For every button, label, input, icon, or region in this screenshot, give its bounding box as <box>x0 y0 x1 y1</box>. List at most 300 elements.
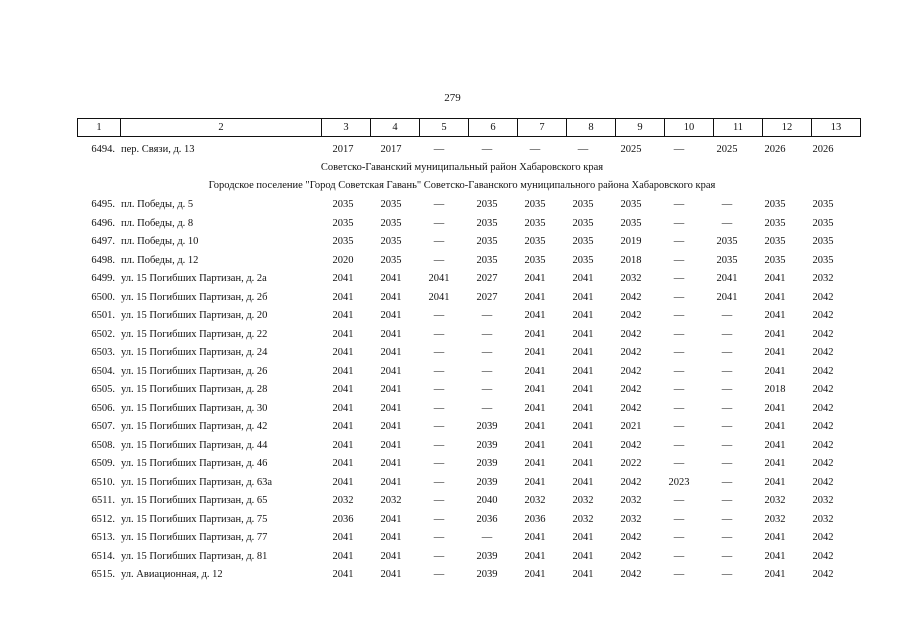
row-value-col-3: 2041 <box>332 347 354 359</box>
row-value-col-12: 2035 <box>764 199 786 211</box>
section-title-settlement: Городское поселение "Город Советская Гавань" Советско-Гаванского муниципального района Хабаровского края <box>208 180 716 191</box>
row-value-col-9: 2042 <box>620 569 642 581</box>
row-value-col-11: 2035 <box>716 236 738 248</box>
row-address: ул. 15 Погибших Партизан, д. 77 <box>121 532 268 544</box>
row-value-col-7: — <box>529 143 541 155</box>
row-value-col-13: 2042 <box>812 458 834 470</box>
row-value-col-11: 2025 <box>716 143 738 155</box>
row-value-col-5: — <box>433 217 445 229</box>
row-value-col-13: 2032 <box>812 513 834 525</box>
row-number: 6494. <box>91 143 115 155</box>
row-address: ул. 15 Погибших Партизан, д. 30 <box>121 402 268 414</box>
table-row <box>77 529 847 548</box>
row-value-col-7: 2041 <box>524 569 546 581</box>
row-value-col-3: 2036 <box>332 513 354 525</box>
row-value-col-8: 2035 <box>572 199 594 211</box>
row-number: 6505. <box>91 384 115 396</box>
row-value-col-12: 2032 <box>764 495 786 507</box>
row-value-col-6: 2039 <box>476 569 498 581</box>
row-value-col-8: 2032 <box>572 495 594 507</box>
row-value-col-13: 2042 <box>812 291 834 303</box>
row-value-col-3: 2041 <box>332 365 354 377</box>
row-value-col-4: 2041 <box>380 347 402 359</box>
header-cell-11: 11 <box>714 119 763 137</box>
row-address: ул. 15 Погибших Партизан, д. 44 <box>121 439 268 451</box>
row-value-col-3: 2041 <box>332 421 354 433</box>
row-value-col-10: — <box>673 495 685 507</box>
row-number: 6496. <box>91 217 115 229</box>
row-value-col-7: 2041 <box>524 532 546 544</box>
row-value-col-12: 2041 <box>764 402 786 414</box>
row-value-col-5: — <box>433 254 445 266</box>
row-value-col-13: 2042 <box>812 550 834 562</box>
header-cell-9: 9 <box>616 119 665 137</box>
table-row <box>77 492 847 511</box>
header-cell-2: 2 <box>121 119 322 137</box>
table-row <box>77 399 847 418</box>
row-number: 6507. <box>91 421 115 433</box>
table-row <box>77 455 847 474</box>
row-number: 6500. <box>91 291 115 303</box>
row-value-col-4: 2041 <box>380 476 402 488</box>
row-value-col-4: 2041 <box>380 291 402 303</box>
column-number-header <box>77 118 861 137</box>
row-value-col-9: 2042 <box>620 347 642 359</box>
row-value-col-10: — <box>673 236 685 248</box>
row-number: 6498. <box>91 254 115 266</box>
row-value-col-5: 2041 <box>428 273 450 285</box>
row-value-col-13: 2026 <box>812 143 834 155</box>
row-value-col-11: — <box>721 310 733 322</box>
row-value-col-7: 2041 <box>524 310 546 322</box>
row-value-col-3: 2041 <box>332 384 354 396</box>
row-value-col-8: 2041 <box>572 384 594 396</box>
row-value-col-5: — <box>433 402 445 414</box>
row-value-col-11: — <box>721 550 733 562</box>
row-number: 6509. <box>91 458 115 470</box>
row-value-col-10: — <box>673 217 685 229</box>
row-value-col-8: 2041 <box>572 476 594 488</box>
row-value-col-10: — <box>673 550 685 562</box>
header-cell-12: 12 <box>763 119 812 137</box>
row-value-col-13: 2042 <box>812 310 834 322</box>
row-value-col-11: — <box>721 365 733 377</box>
row-address: ул. 15 Погибших Партизан, д. 65 <box>121 495 268 507</box>
header-cell-3: 3 <box>322 119 371 137</box>
row-value-col-3: 2041 <box>332 439 354 451</box>
row-value-col-4: 2041 <box>380 310 402 322</box>
row-value-col-10: — <box>673 347 685 359</box>
row-value-col-12: 2041 <box>764 569 786 581</box>
row-address: ул. 15 Погибших Партизан, д. 63а <box>121 476 273 488</box>
row-value-col-6: 2039 <box>476 439 498 451</box>
row-value-col-7: 2041 <box>524 365 546 377</box>
row-value-col-5: — <box>433 384 445 396</box>
row-number: 6510. <box>91 476 115 488</box>
row-value-col-12: 2041 <box>764 439 786 451</box>
row-address: пл. Победы, д. 5 <box>121 199 194 211</box>
row-value-col-9: 2035 <box>620 217 642 229</box>
row-value-col-6: — <box>481 347 493 359</box>
row-address: ул. 15 Погибших Партизан, д. 20 <box>121 310 268 322</box>
row-value-col-11: — <box>721 402 733 414</box>
row-value-col-3: 2041 <box>332 569 354 581</box>
row-value-col-8: 2041 <box>572 365 594 377</box>
header-cell-13: 13 <box>812 119 861 137</box>
row-value-col-3: 2041 <box>332 550 354 562</box>
row-value-col-6: — <box>481 365 493 377</box>
row-value-col-13: 2042 <box>812 532 834 544</box>
table-row <box>77 270 847 289</box>
row-value-col-7: 2041 <box>524 421 546 433</box>
row-value-col-3: 2035 <box>332 217 354 229</box>
row-value-col-8: — <box>577 143 589 155</box>
row-value-col-5: — <box>433 199 445 211</box>
row-value-col-3: 2041 <box>332 273 354 285</box>
row-value-col-10: — <box>673 291 685 303</box>
row-value-col-8: 2041 <box>572 458 594 470</box>
row-value-col-3: 2041 <box>332 291 354 303</box>
row-address: ул. 15 Погибших Партизан, д. 2б <box>121 291 268 303</box>
row-value-col-8: 2041 <box>572 310 594 322</box>
row-value-col-10: — <box>673 569 685 581</box>
row-value-col-7: 2035 <box>524 199 546 211</box>
row-value-col-10: — <box>673 384 685 396</box>
row-value-col-13: 2042 <box>812 384 834 396</box>
row-value-col-12: 2041 <box>764 458 786 470</box>
row-value-col-11: — <box>721 421 733 433</box>
row-value-col-13: 2042 <box>812 328 834 340</box>
row-value-col-10: 2023 <box>668 476 690 488</box>
row-value-col-12: 2041 <box>764 365 786 377</box>
row-value-col-12: 2041 <box>764 532 786 544</box>
row-value-col-5: — <box>433 143 445 155</box>
row-value-col-9: 2032 <box>620 513 642 525</box>
row-value-col-12: 2032 <box>764 513 786 525</box>
row-value-col-9: 2035 <box>620 199 642 211</box>
row-address: пл. Победы, д. 12 <box>121 254 199 266</box>
row-value-col-7: 2041 <box>524 291 546 303</box>
row-value-col-5: — <box>433 513 445 525</box>
row-number: 6512. <box>91 513 115 525</box>
row-number: 6513. <box>91 532 115 544</box>
row-value-col-11: — <box>721 458 733 470</box>
row-value-col-7: 2041 <box>524 458 546 470</box>
row-number: 6506. <box>91 402 115 414</box>
row-value-col-6: 2040 <box>476 495 498 507</box>
row-value-col-3: 2041 <box>332 458 354 470</box>
row-value-col-4: 2041 <box>380 513 402 525</box>
row-value-col-11: — <box>721 384 733 396</box>
row-value-col-3: 2041 <box>332 532 354 544</box>
row-value-col-12: 2035 <box>764 254 786 266</box>
row-value-col-9: 2042 <box>620 476 642 488</box>
row-value-col-9: 2022 <box>620 458 642 470</box>
row-value-col-6: 2035 <box>476 254 498 266</box>
row-value-col-5: — <box>433 347 445 359</box>
row-value-col-10: — <box>673 310 685 322</box>
row-value-col-6: — <box>481 402 493 414</box>
row-value-col-9: 2042 <box>620 384 642 396</box>
row-value-col-10: — <box>673 513 685 525</box>
header-cell-1: 1 <box>78 119 121 137</box>
row-value-col-7: 2041 <box>524 384 546 396</box>
header-cell-8: 8 <box>567 119 616 137</box>
header-cell-5: 5 <box>420 119 469 137</box>
table-row <box>77 196 847 215</box>
row-value-col-6: 2039 <box>476 421 498 433</box>
row-value-col-9: 2032 <box>620 495 642 507</box>
row-value-col-8: 2041 <box>572 347 594 359</box>
row-value-col-10: — <box>673 254 685 266</box>
row-value-col-11: — <box>721 347 733 359</box>
row-value-col-6: 2036 <box>476 513 498 525</box>
row-value-col-5: — <box>433 310 445 322</box>
row-value-col-13: 2042 <box>812 347 834 359</box>
row-value-col-12: 2041 <box>764 273 786 285</box>
row-value-col-5: — <box>433 495 445 507</box>
table-row <box>77 418 847 437</box>
row-value-col-12: 2041 <box>764 476 786 488</box>
row-value-col-6: — <box>481 310 493 322</box>
row-value-col-11: 2041 <box>716 291 738 303</box>
row-value-col-11: — <box>721 513 733 525</box>
table-row <box>77 436 847 455</box>
row-value-col-7: 2032 <box>524 495 546 507</box>
row-value-col-6: 2039 <box>476 476 498 488</box>
row-value-col-4: 2035 <box>380 199 402 211</box>
row-address: ул. 15 Погибших Партизан, д. 28 <box>121 384 268 396</box>
header-cell-10: 10 <box>665 119 714 137</box>
row-value-col-11: — <box>721 199 733 211</box>
table-row <box>77 566 847 585</box>
row-value-col-4: 2041 <box>380 365 402 377</box>
row-address: ул. 15 Погибших Партизан, д. 2а <box>121 273 267 285</box>
row-value-col-13: 2035 <box>812 217 834 229</box>
row-number: 6515. <box>91 569 115 581</box>
row-value-col-7: 2041 <box>524 476 546 488</box>
row-value-col-8: 2041 <box>572 273 594 285</box>
row-value-col-4: 2041 <box>380 532 402 544</box>
row-value-col-6: 2035 <box>476 217 498 229</box>
row-value-col-10: — <box>673 365 685 377</box>
section-title-district: Советско-Гаванский муниципальный район Хабаровского края <box>320 161 604 173</box>
row-value-col-9: 2042 <box>620 365 642 377</box>
row-value-col-11: — <box>721 532 733 544</box>
row-value-col-6: 2035 <box>476 199 498 211</box>
row-value-col-5: — <box>433 439 445 451</box>
row-value-col-13: 2042 <box>812 476 834 488</box>
row-value-col-5: — <box>433 476 445 488</box>
row-value-col-8: 2041 <box>572 328 594 340</box>
row-value-col-8: 2041 <box>572 550 594 562</box>
row-value-col-7: 2035 <box>524 254 546 266</box>
table-row <box>77 251 847 270</box>
row-value-col-10: — <box>673 143 685 155</box>
row-value-col-5: — <box>433 421 445 433</box>
row-value-col-7: 2041 <box>524 347 546 359</box>
row-number: 6504. <box>91 365 115 377</box>
row-value-col-6: 2027 <box>476 291 498 303</box>
row-value-col-3: 2032 <box>332 495 354 507</box>
row-number: 6497. <box>91 236 115 248</box>
row-value-col-10: — <box>673 273 685 285</box>
table-row <box>77 214 847 233</box>
table-row <box>77 473 847 492</box>
row-value-col-4: 2017 <box>380 143 402 155</box>
row-value-col-9: 2042 <box>620 310 642 322</box>
row-value-col-3: 2035 <box>332 236 354 248</box>
row-value-col-3: 2041 <box>332 310 354 322</box>
row-value-col-4: 2041 <box>380 421 402 433</box>
row-value-col-9: 2018 <box>620 254 642 266</box>
row-number: 6499. <box>91 273 115 285</box>
row-value-col-9: 2042 <box>620 532 642 544</box>
row-value-col-11: — <box>721 439 733 451</box>
row-value-col-12: 2035 <box>764 236 786 248</box>
table-row <box>77 510 847 529</box>
row-value-col-8: 2035 <box>572 254 594 266</box>
row-number: 6503. <box>91 347 115 359</box>
row-value-col-11: 2041 <box>716 273 738 285</box>
row-address: ул. 15 Погибших Партизан, д. 81 <box>121 550 268 562</box>
table-row <box>77 307 847 326</box>
row-value-col-8: 2041 <box>572 532 594 544</box>
page-number: 279 <box>444 92 461 104</box>
row-value-col-6: 2035 <box>476 236 498 248</box>
row-value-col-4: 2041 <box>380 328 402 340</box>
row-number: 6502. <box>91 328 115 340</box>
row-value-col-5: — <box>433 365 445 377</box>
row-value-col-6: — <box>481 328 493 340</box>
row-value-col-4: 2041 <box>380 273 402 285</box>
row-value-col-6: 2039 <box>476 458 498 470</box>
row-value-col-6: 2039 <box>476 550 498 562</box>
row-value-col-11: 2035 <box>716 254 738 266</box>
row-address: ул. 15 Погибших Партизан, д. 42 <box>121 421 268 433</box>
table-row <box>77 344 847 363</box>
row-value-col-12: 2026 <box>764 143 786 155</box>
row-number: 6501. <box>91 310 115 322</box>
header-cell-4: 4 <box>371 119 420 137</box>
row-value-col-12: 2041 <box>764 310 786 322</box>
row-value-col-9: 2025 <box>620 143 642 155</box>
row-value-col-4: 2041 <box>380 402 402 414</box>
row-value-col-8: 2041 <box>572 439 594 451</box>
header-cell-7: 7 <box>518 119 567 137</box>
row-value-col-7: 2041 <box>524 402 546 414</box>
row-value-col-5: — <box>433 550 445 562</box>
row-value-col-3: 2017 <box>332 143 354 155</box>
row-value-col-9: 2032 <box>620 273 642 285</box>
table-row <box>77 547 847 566</box>
row-value-col-10: — <box>673 458 685 470</box>
row-value-col-5: 2041 <box>428 291 450 303</box>
row-value-col-5: — <box>433 532 445 544</box>
row-value-col-9: 2042 <box>620 291 642 303</box>
row-value-col-13: 2042 <box>812 569 834 581</box>
table-row <box>77 288 847 307</box>
row-value-col-8: 2041 <box>572 421 594 433</box>
row-value-col-12: 2041 <box>764 328 786 340</box>
row-value-col-3: 2041 <box>332 476 354 488</box>
row-value-col-3: 2020 <box>332 254 354 266</box>
row-value-col-4: 2032 <box>380 495 402 507</box>
row-address: пер. Связи, д. 13 <box>121 143 195 155</box>
row-value-col-12: 2035 <box>764 217 786 229</box>
row-value-col-9: 2021 <box>620 421 642 433</box>
row-value-col-6: — <box>481 143 493 155</box>
table-row <box>77 381 847 400</box>
row-number: 6511. <box>91 495 115 507</box>
row-value-col-13: 2032 <box>812 273 834 285</box>
row-value-col-12: 2018 <box>764 384 786 396</box>
row-address: ул. 15 Погибших Партизан, д. 46 <box>121 458 268 470</box>
row-value-col-4: 2041 <box>380 569 402 581</box>
row-value-col-13: 2042 <box>812 439 834 451</box>
row-value-col-4: 2041 <box>380 550 402 562</box>
row-value-col-7: 2035 <box>524 217 546 229</box>
row-value-col-5: — <box>433 569 445 581</box>
row-value-col-5: — <box>433 236 445 248</box>
row-value-col-6: — <box>481 532 493 544</box>
row-value-col-9: 2019 <box>620 236 642 248</box>
row-value-col-11: — <box>721 476 733 488</box>
row-value-col-7: 2041 <box>524 328 546 340</box>
row-address: ул. 15 Погибших Партизан, д. 26 <box>121 365 268 377</box>
row-value-col-8: 2032 <box>572 513 594 525</box>
row-value-col-9: 2042 <box>620 402 642 414</box>
row-address: пл. Победы, д. 10 <box>121 236 199 248</box>
row-address: ул. 15 Погибших Партизан, д. 75 <box>121 513 268 525</box>
row-value-col-11: — <box>721 569 733 581</box>
row-number: 6495. <box>91 199 115 211</box>
row-value-col-10: — <box>673 199 685 211</box>
row-number: 6514. <box>91 550 115 562</box>
row-value-col-7: 2041 <box>524 273 546 285</box>
row-value-col-13: 2032 <box>812 495 834 507</box>
row-value-col-12: 2041 <box>764 421 786 433</box>
row-value-col-9: 2042 <box>620 439 642 451</box>
row-value-col-10: — <box>673 439 685 451</box>
row-value-col-4: 2041 <box>380 384 402 396</box>
row-value-col-12: 2041 <box>764 347 786 359</box>
row-value-col-13: 2042 <box>812 365 834 377</box>
row-number: 6508. <box>91 439 115 451</box>
row-value-col-3: 2041 <box>332 402 354 414</box>
row-value-col-9: 2042 <box>620 328 642 340</box>
row-value-col-5: — <box>433 458 445 470</box>
row-address: ул. 15 Погибших Партизан, д. 22 <box>121 328 268 340</box>
row-value-col-3: 2035 <box>332 199 354 211</box>
row-value-col-8: 2041 <box>572 569 594 581</box>
row-value-col-4: 2041 <box>380 439 402 451</box>
row-value-col-6: — <box>481 384 493 396</box>
row-value-col-4: 2035 <box>380 236 402 248</box>
row-value-col-6: 2027 <box>476 273 498 285</box>
row-value-col-10: — <box>673 402 685 414</box>
row-address: ул. 15 Погибших Партизан, д. 24 <box>121 347 268 359</box>
row-value-col-8: 2041 <box>572 402 594 414</box>
row-value-col-9: 2042 <box>620 550 642 562</box>
row-value-col-13: 2035 <box>812 236 834 248</box>
row-value-col-10: — <box>673 532 685 544</box>
row-value-col-7: 2041 <box>524 550 546 562</box>
row-value-col-11: — <box>721 217 733 229</box>
row-address: пл. Победы, д. 8 <box>121 217 194 229</box>
header-cell-6: 6 <box>469 119 518 137</box>
row-value-col-7: 2035 <box>524 236 546 248</box>
